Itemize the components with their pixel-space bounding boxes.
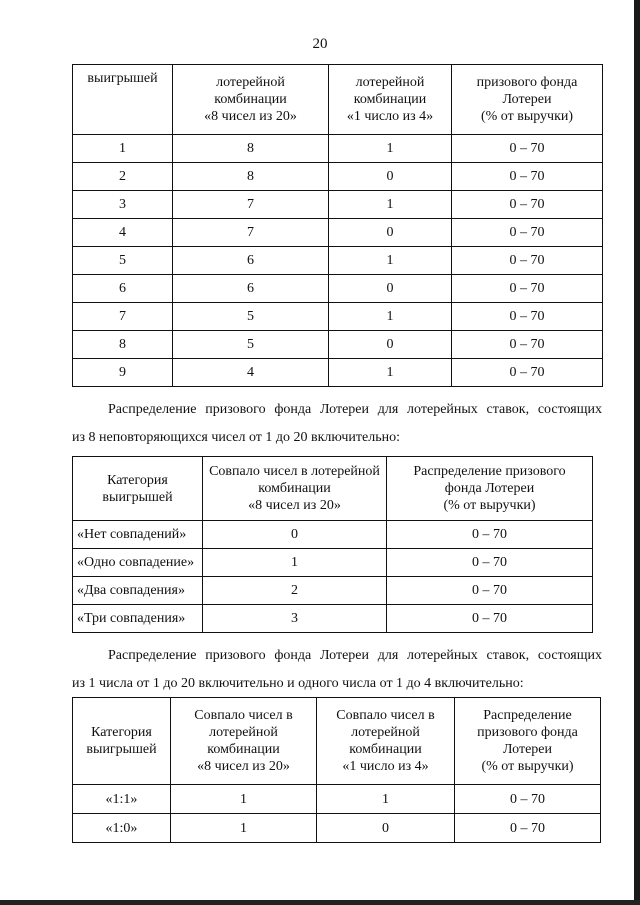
header-line: Категория [107,472,168,488]
table-row [73,814,601,843]
header-line: «8 чисел из 20» [204,109,297,124]
table-row [73,331,603,359]
cell-matches-8: 6 [173,247,329,275]
cell-matches-1: 0 [329,275,452,303]
cell-percent: 0 – 70 [452,275,603,303]
header-line: комбинации [353,92,427,107]
cell-matches-8: 4 [173,359,329,387]
header-line: комбинации [214,92,287,107]
paragraph-line: из 8 неповторяющихся чисел от 1 до 20 включительно: [72,430,400,445]
cell-category: 8 [73,331,173,359]
cell-percent: 0 – 70 [387,577,593,605]
cell-matches-1: 1 [329,247,452,275]
paragraph-line: Распределение призового фонда Лотереи для лотерейных ставок, состоящих [108,648,602,663]
table-row [73,247,603,275]
paragraph-distribution-1-and-1 [72,642,602,698]
scan-edge-right [634,0,640,905]
cell-percent: 0 – 70 [387,549,593,577]
header-line: Совпало чисел в [336,708,435,723]
cell-matches-8: 1 [171,814,317,843]
table-row [73,785,601,814]
header-line: (% от выручки) [443,498,536,513]
page-number: 20 [312,36,328,52]
cell-matches-8: 5 [173,303,329,331]
cell-category: «Два совпадения» [73,577,203,605]
cell-percent: 0 – 70 [452,303,603,331]
header-line: (% от выручки) [481,759,574,774]
cell-percent: 0 – 70 [452,247,603,275]
cell-category: «1:0» [73,814,171,843]
header-cell [387,457,593,521]
cell-percent: 0 – 70 [455,814,601,843]
cell-category: «Нет совпадений» [73,521,203,549]
cell-percent: 0 – 70 [452,219,603,247]
cell-matches: 3 [203,605,387,633]
cell-percent: 0 – 70 [452,331,603,359]
header-line: выигрышей [86,742,157,757]
header-cell [171,698,317,785]
cell-category: 9 [73,359,173,387]
cell-matches-8: 5 [173,331,329,359]
cell-percent: 0 – 70 [387,605,593,633]
table-row [73,303,603,331]
header-line: Распределение [483,708,572,723]
header-line: «1 число из 4» [346,109,434,124]
header-line: выигрышей [87,71,158,86]
table-row [73,605,593,633]
header-line: Распределение призового [413,464,566,479]
table-row [73,163,603,191]
table-row [73,521,593,549]
header-cell [73,698,171,785]
cell-matches-1: 1 [329,303,452,331]
cell-category: «Одно совпадение» [73,549,203,577]
header-line: фонда Лотереи [444,481,535,496]
header-line: Совпало чисел в лотерейной [209,464,380,479]
header-line: лотерейной [216,75,285,90]
header-line: Совпало чисел в [194,708,293,723]
cell-matches: 0 [203,521,387,549]
table-header-row [73,65,603,135]
cell-matches-1: 1 [329,135,452,163]
cell-matches-1: 0 [329,219,452,247]
table-row [73,275,603,303]
cell-matches-8: 8 [173,135,329,163]
cell-category: 4 [73,219,173,247]
header-line: лотерейной [355,75,425,90]
cell-matches: 1 [203,549,387,577]
table-row [73,191,603,219]
table-header-row [73,457,593,521]
winnings-table-8-of-20 [72,456,593,633]
cell-percent: 0 – 70 [452,135,603,163]
header-line: лотерейной [351,725,420,740]
header-line: Лотереи [503,742,552,757]
header-line: комбинации [349,742,422,757]
header-cell [203,457,387,521]
header-cell [173,65,329,135]
header-line: выигрышей [102,489,173,505]
header-line: «1 число из 4» [342,759,429,774]
cell-category: «Три совпадения» [73,605,203,633]
cell-matches-1: 0 [317,814,455,843]
winnings-table-1-and-1 [72,697,601,843]
header-cell [329,65,452,135]
table-row [73,549,593,577]
header-line: лотерейной [209,725,278,740]
cell-category: 2 [73,163,173,191]
cell-category: 3 [73,191,173,219]
header-cell [73,65,173,135]
cell-matches-8: 8 [173,163,329,191]
paragraph-line: Распределение призового фонда Лотереи для лотерейных ставок, состоящих [108,402,602,417]
cell-category: «1:1» [73,785,171,814]
cell-category: 6 [73,275,173,303]
header-line: Лотереи [502,92,552,107]
table-row [73,135,603,163]
header-line: призового фонда [477,725,578,740]
table-header-row [73,698,601,785]
paragraph-line: из 1 числа от 1 до 20 включительно и одного числа от 1 до 4 включительно: [72,676,524,691]
cell-matches-1: 1 [329,191,452,219]
cell-matches-1: 0 [329,331,452,359]
header-line: «8 чисел из 20» [197,759,290,774]
cell-percent: 0 – 70 [452,163,603,191]
cell-category: 7 [73,303,173,331]
header-line: (% от выручки) [480,109,574,124]
cell-matches: 2 [203,577,387,605]
table-row [73,219,603,247]
cell-percent: 0 – 70 [452,191,603,219]
winnings-table-8-and-1 [72,64,603,387]
cell-matches-8: 1 [171,785,317,814]
table-row [73,359,603,387]
cell-percent: 0 – 70 [455,785,601,814]
header-line: «8 чисел из 20» [248,498,341,513]
header-cell [452,65,603,135]
cell-percent: 0 – 70 [387,521,593,549]
paragraph-distribution-8 [72,396,602,452]
cell-matches-1: 0 [329,163,452,191]
header-line: комбинации [258,481,331,496]
header-line: призового фонда [476,75,578,90]
cell-matches-8: 6 [173,275,329,303]
header-cell [455,698,601,785]
cell-matches-1: 1 [317,785,455,814]
cell-matches-1: 1 [329,359,452,387]
cell-category: 5 [73,247,173,275]
table-row [73,577,593,605]
scan-edge-bottom [0,900,640,905]
header-line: комбинации [207,742,280,757]
cell-matches-8: 7 [173,191,329,219]
header-cell [317,698,455,785]
header-cell [73,457,203,521]
cell-matches-8: 7 [173,219,329,247]
cell-percent: 0 – 70 [452,359,603,387]
cell-category: 1 [73,135,173,163]
header-line: Категория [91,725,152,740]
